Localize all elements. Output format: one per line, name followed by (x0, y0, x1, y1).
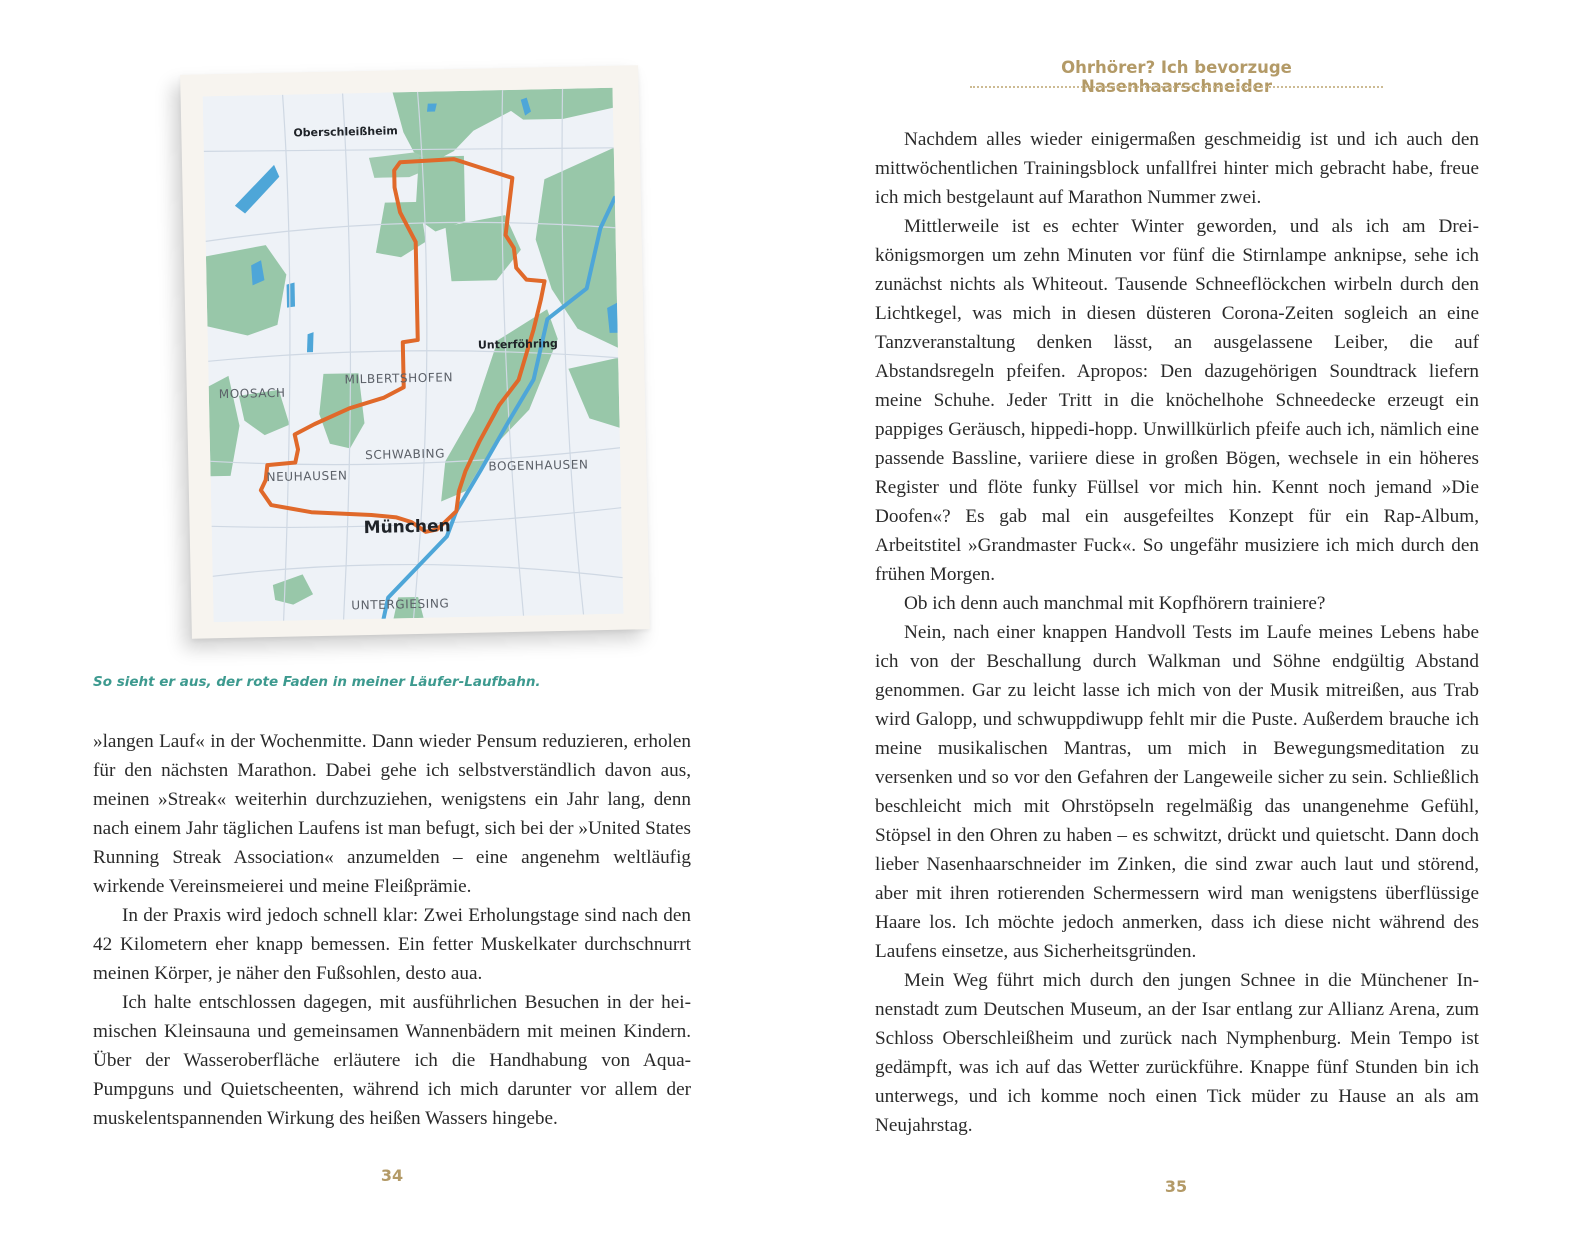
paragraph: In der Praxis wird jedoch schnell klar: Zwei Erholungstage sind nach den 42 Kilometern eher knapp bemessen. Ein fetter Muskelkater durchschnurrt meinen Körper, je näher den Fußsohlen, desto aua. (93, 905, 691, 984)
lake (287, 283, 296, 308)
map-label-untergiesing: UNTERGIESING (351, 596, 450, 613)
figure-caption: So sieht er aus, der rote Faden in meiner Läufer-Laufbahn. (93, 674, 541, 690)
map-label-moosach: MOOSACH (218, 385, 286, 402)
paragraph: »langen Lauf« in der Wochenmitte. Dann wieder Pensum reduzieren, erholen für den nächsten Marathon. Dabei gehe ich selbstverständlich davon aus, meinen »Streak« weiterhin durchzuziehen, wenigstens ein Jahr lang, denn nach einem Jahr täglichen Laufens ist man befugt, sich bei der »United States Running Streak Association« anzumelden – eine angenehm weltläufig wirkende Vereinsmeierei und meine Fleißprämie. (93, 731, 691, 897)
map-label-milbertshofen: MILBERTSHOFEN (344, 370, 454, 387)
lake (307, 332, 314, 352)
map-label-bogenhausen: BOGENHAUSEN (488, 457, 589, 474)
page-number-right: 35 (1164, 1177, 1188, 1196)
map-label-oberschleissheim: Oberschleißheim (293, 124, 398, 140)
running-head-dotted-rule (970, 86, 1383, 88)
map-label-schwabing: SCHWABING (365, 446, 446, 463)
map-label-neuhausen: NEUHAUSEN (266, 468, 348, 485)
left-body-text (93, 727, 691, 1133)
running-head: Ohrhörer? Ich bevorzuge Nasenhaarschneider (1061, 58, 1292, 96)
route-map (203, 88, 624, 622)
right-body-text (875, 125, 1479, 1140)
paragraph: Ich halte entschlossen dagegen, mit ausführlichen Besuchen in der heimischen Kleinsauna und gemeinsamen Wannenbädern mit meinen Kindern. Über der Wasseroberfläche erläutere ich die Handhabung von Aqua-Pumpguns und Quietscheenten, während ich mich darunter vor allem der muskelentspannenden Wirkung des heißen Wassers hingebe. (93, 992, 691, 1129)
paragraph: Mein Weg führt mich durch den jungen Schnee in die Münchener Innenstadt zum Deutschen Museum, an der Isar entlang zur Allianz Arena, zum Schloss Oberschleißheim und zurück nach Nymphenburg. Mein Tempo ist gedämpft, was ich auf das Wetter zurückführe. Knappe fünf Stunden bin ich unterwegs, und ich komme noch einen Tick müder zu Hause an als am Neujahrstag. (875, 970, 1479, 1136)
paragraph: Nein, nach einer knappen Handvoll Tests im Laufe meines Lebens habe ich von der Beschallung durch Walkman und Söhne endgültig Abstand genommen. Gar zu leicht lasse ich mich von der Musik mitreißen, aus Trab wird Galopp, und schwuppdiwupp fehlt mir die Puste. Außerdem brauche ich meine musikalischen Mantras, um mich in Bewegungsmeditation zu versenken und so vor den Gefahren der Langeweile sicher zu sein. Schließlich beschleicht mich mit Ohrstöpseln regelmäßig das unangenehme Gefühl, Stöpsel in den Ohren zu haben – es schwitzt, drückt und quietscht. Dann doch lieber Nasenhaarschneider im Zinken, die sind zwar auch laut und störend, aber mit ihren rotierenden Schermessern wird man wenigstens überflüssige Haare los. Ich möchte jedoch anmerken, dass ich diese nicht während des Laufens einsetze, aus Sicherheitsgründen. (875, 622, 1479, 962)
map-label-unterfoehring: Unterföhring (477, 337, 558, 352)
page-number-left: 34 (380, 1166, 404, 1185)
map-label-muenchen: München (363, 516, 451, 539)
paragraph: Nachdem alles wieder einigermaßen geschmeidig ist und ich auch den mittwöchentlichen Trainingsblock unfallfrei hinter mich gebracht habe, freue ich mich bestgelaunt auf Marathon Nummer zwei. (875, 129, 1479, 208)
paragraph: Mittlerweile ist es echter Winter geworden, und als ich am Dreikönigsmorgen um zehn Minuten vor fünf die Stirnlampe anknipse, sehe ich zunächst nichts als Whiteout. Tausende Schneeflöckchen wirbeln durch den Lichtkegel, was mich in diesen düsteren Corona-Zeiten sogleich an eine Tanzveranstaltung denken lässt, an ausgelassene Leiber, die auf Abstandsregeln pfeifen. Apropos: Den dazugehörigen Soundtrack liefern meine Schuhe. Jeder Tritt in die knöchelhohe Schneedecke erzeugt ein pappiges Geräusch, hippedi-hopp. Unwillkürlich pfeife auch ich, nämlich eine passende Bassline, variiere diese in großen Bögen, wechsele in ein höheres Register und flöte funky Füllsel vor mich hin. Kennt noch jemand »Die Doofen«? Es gab mal ein ausgefeiltes Konzept für ein Rap-Album, Arbeitstitel »Grandmaster Fuck«. So ungefähr musiziere ich mich durch den frühen Morgen. (875, 216, 1479, 585)
paragraph: Ob ich denn auch manchmal mit Kopfhörern trainiere? (904, 593, 1326, 614)
map-photo-card (180, 65, 650, 638)
